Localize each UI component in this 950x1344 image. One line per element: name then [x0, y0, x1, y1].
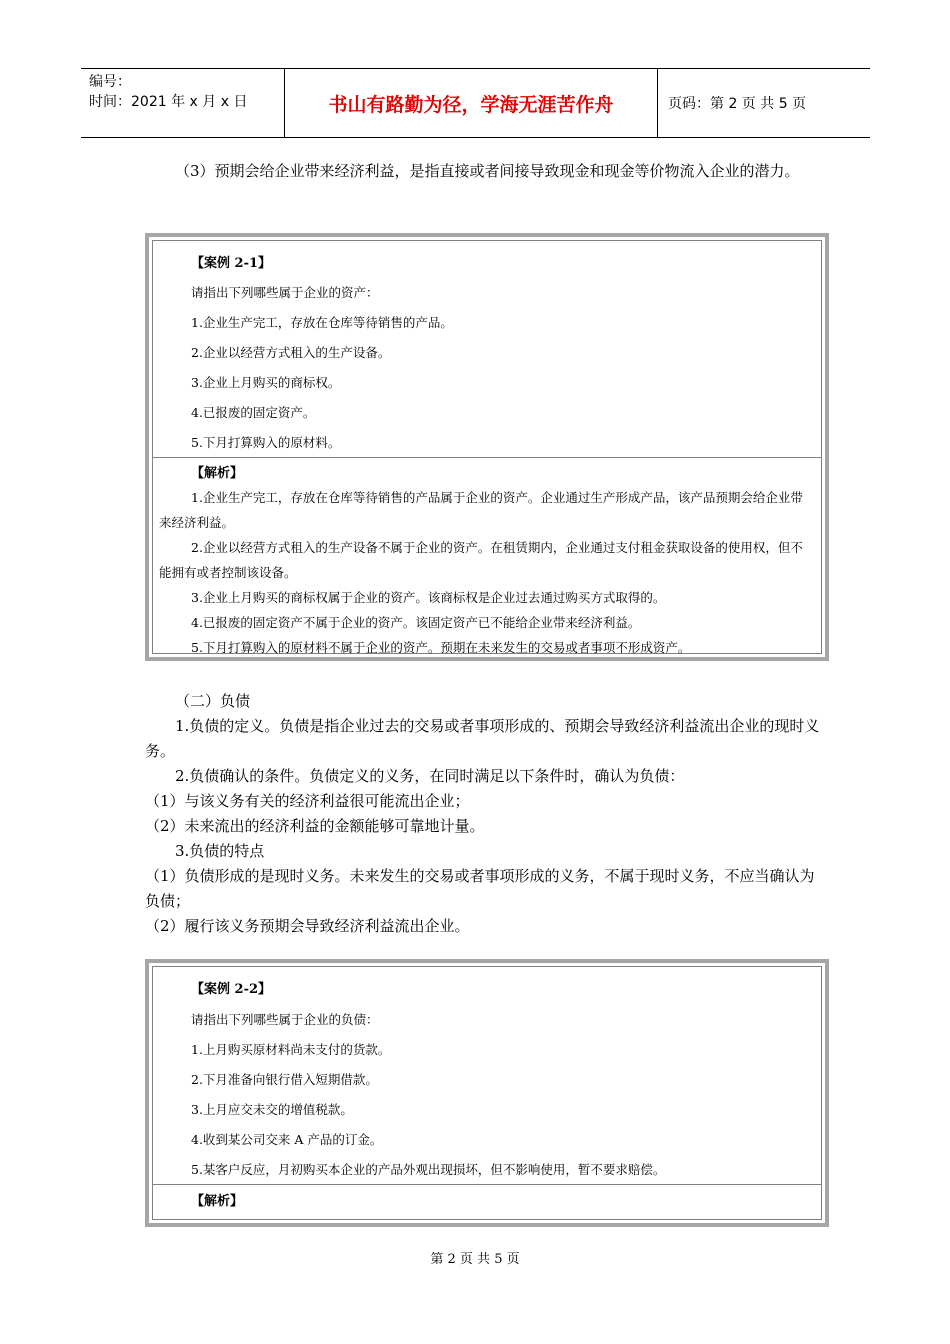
- case-item: 4.收到某公司交来 A 产品的订金。: [191, 1132, 383, 1147]
- header-motto: 书山有路勤为径，学海无涯苦作舟: [284, 69, 658, 137]
- case-item: 4.已报废的固定资产。: [191, 405, 316, 420]
- analysis-paragraph: 1.企业生产完工，存放在仓库等待销售的产品属于企业的资产。企业通过生产形成产品，该产品预期会给企业带来经济利益。: [159, 490, 803, 530]
- page-footer: 第 2 页 共 5 页: [430, 1252, 520, 1267]
- analysis-title: 【解析】: [191, 466, 244, 481]
- case-question: 请指出下列哪些属于企业的负债：: [191, 1012, 379, 1027]
- analysis-paragraph: 4.已报废的固定资产不属于企业的资产。该固定资产已不能给企业带来经济利益。: [191, 615, 641, 630]
- case-item: 5.某客户反应，月初购买本企业的产品外观出现损坏，但不影响使用，暂不要求赔偿。: [191, 1162, 666, 1177]
- case-box-2-2: [145, 959, 829, 1227]
- case-item: 1.企业生产完工，存放在仓库等待销售的产品。: [191, 315, 453, 330]
- case-title: 【案例 2-2】: [191, 982, 272, 997]
- case-item: 3.上月应交未交的增值税款。: [191, 1102, 353, 1117]
- case-item: 1.上月购买原材料尚未支付的货款。: [191, 1042, 391, 1057]
- time-label: 时间：2021 年 x 月 x 日: [89, 94, 248, 110]
- body-paragraph: 3.负债的特点: [175, 842, 265, 860]
- body-paragraph: 1.负债的定义。负债是指企业过去的交易或者事项形成的、预期会导致经济利益流出企业的现时义务。: [145, 717, 820, 760]
- section-heading: （二）负债: [175, 692, 251, 710]
- case-question: 请指出下列哪些属于企业的资产：: [191, 285, 379, 300]
- number-label: 编号：: [89, 74, 131, 90]
- intro-paragraph: （3）预期会给企业带来经济利益，是指直接或者间接导致现金和现金等价物流入企业的潜力。: [175, 162, 800, 180]
- case-item: 2.企业以经营方式租入的生产设备。: [191, 345, 391, 360]
- case-box-inner: [152, 240, 822, 654]
- body-paragraph: （1）负债形成的是现时义务。未来发生的交易或者事项形成的义务，不属于现时义务，不应当确认为负债；: [145, 867, 815, 910]
- analysis-paragraph: 3.企业上月购买的商标权属于企业的资产。该商标权是企业过去通过购买方式取得的。: [191, 590, 666, 605]
- case-item: 2.下月准备向银行借入短期借款。: [191, 1072, 378, 1087]
- body-paragraph: （2）未来流出的经济利益的金额能够可靠地计量。: [145, 817, 485, 835]
- case-box-inner: [152, 966, 822, 1220]
- header-page-info: 页码：第 2 页 共 5 页: [668, 96, 807, 112]
- case-box-2-1: [145, 233, 829, 661]
- section-divider: [153, 1184, 821, 1185]
- body-paragraph: （2）履行该义务预期会导致经济利益流出企业。: [145, 917, 470, 935]
- analysis-paragraph: 2.企业以经营方式租入的生产设备不属于企业的资产。在租赁期内，企业通过支付租金获取设备的使用权，但不能拥有或者控制该设备。: [159, 540, 803, 580]
- body-paragraph: （1）与该义务有关的经济利益很可能流出企业；: [145, 792, 470, 810]
- header-meta: [81, 69, 284, 137]
- analysis-title: 【解析】: [191, 1194, 244, 1209]
- case-item: 3.企业上月购买的商标权。: [191, 375, 341, 390]
- section-divider: [153, 457, 821, 458]
- page-header: [81, 68, 870, 138]
- analysis-paragraph: 5.下月打算购入的原材料不属于企业的资产。预期在未来发生的交易或者事项不形成资产。: [191, 640, 691, 655]
- case-item: 5.下月打算购入的原材料。: [191, 435, 341, 450]
- case-title: 【案例 2-1】: [191, 256, 272, 271]
- body-paragraph: 2.负债确认的条件。负债定义的义务，在同时满足以下条件时，确认为负债：: [175, 767, 685, 785]
